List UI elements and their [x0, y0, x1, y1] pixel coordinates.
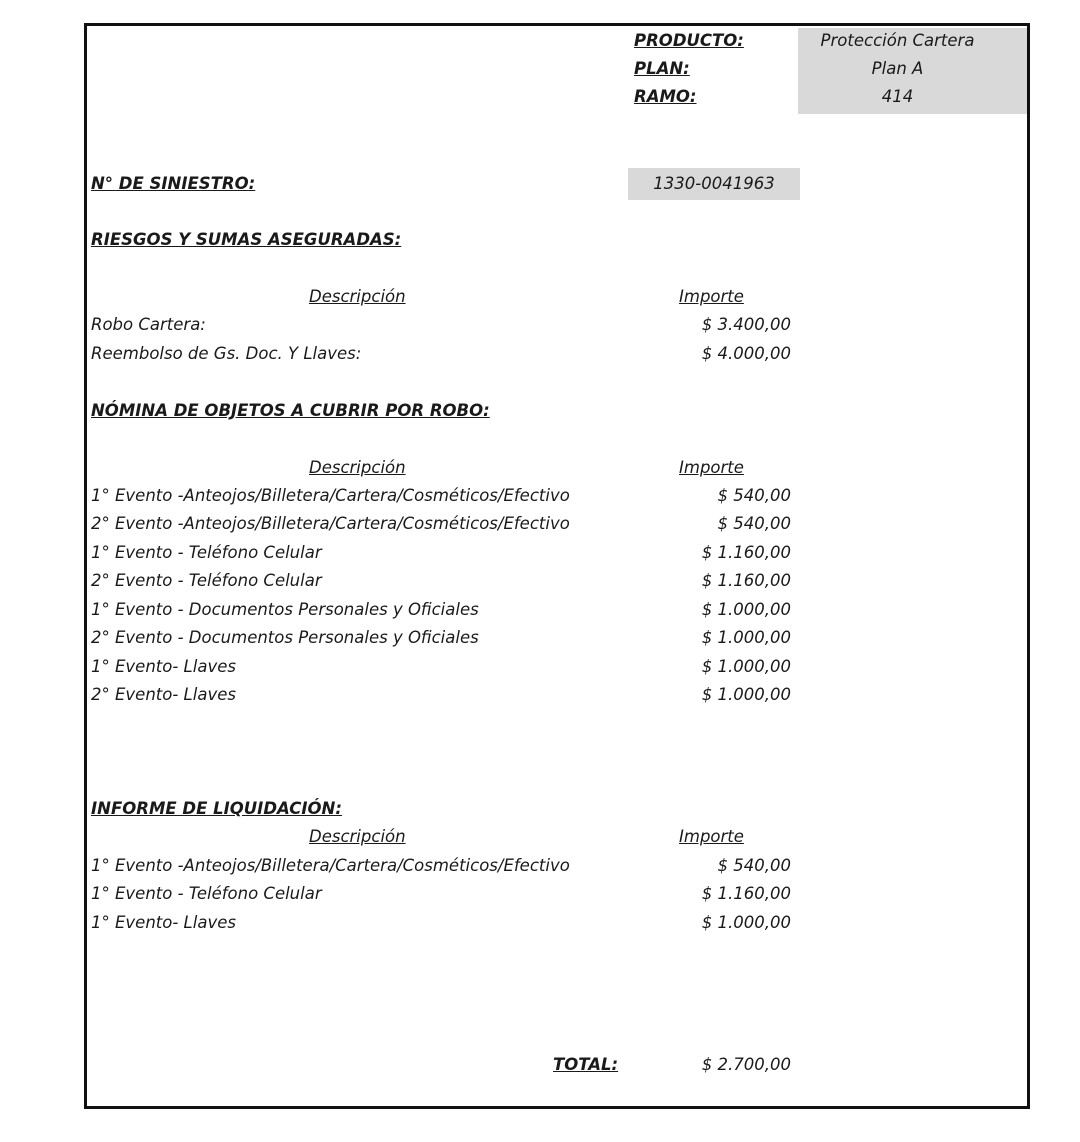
- producto-value: Protección Cartera: [820, 31, 975, 50]
- nomina-row-desc: 2° Evento- Llaves: [91, 685, 236, 704]
- total-label: TOTAL:: [553, 1055, 619, 1074]
- riesgos-col-descripcion: Descripción: [309, 287, 406, 306]
- liquidacion-row-amount: $ 1.000,00: [701, 913, 791, 932]
- nomina-row-amount: $ 1.160,00: [701, 571, 791, 590]
- liquidacion-row-amount: $ 540,00: [717, 856, 791, 875]
- nomina-title: NÓMINA DE OBJETOS A CUBRIR POR ROBO:: [91, 401, 490, 420]
- riesgo-row-reembolso-amount: $ 4.000,00: [701, 344, 791, 363]
- nomina-row-amount: $ 1.000,00: [701, 628, 791, 647]
- total-value: $ 2.700,00: [701, 1055, 791, 1074]
- liquidacion-row-desc: 1° Evento- Llaves: [91, 913, 236, 932]
- riesgo-row-reembolso-desc: Reembolso de Gs. Doc. Y Llaves:: [91, 344, 362, 363]
- nomina-row-desc: 2° Evento - Teléfono Celular: [91, 571, 322, 590]
- nomina-row-amount: $ 1.000,00: [701, 600, 791, 619]
- nomina-col-importe: Importe: [679, 458, 744, 477]
- riesgo-row-robo-desc: Robo Cartera:: [91, 315, 206, 334]
- nomina-row-amount: $ 1.160,00: [701, 543, 791, 562]
- siniestro-value: 1330-0041963: [628, 168, 800, 200]
- nomina-row-amount: $ 1.000,00: [701, 657, 791, 676]
- liquidacion-row-desc: 1° Evento -Anteojos/Billetera/Cartera/Cosméticos/Efectivo: [91, 856, 570, 875]
- riesgos-col-importe: Importe: [679, 287, 744, 306]
- liquidacion-col-importe: Importe: [679, 827, 744, 846]
- liquidacion-row-amount: $ 1.160,00: [701, 884, 791, 903]
- liquidacion-row-desc: 1° Evento - Teléfono Celular: [91, 884, 322, 903]
- producto-label: PRODUCTO:: [634, 31, 744, 50]
- ramo-value: 414: [881, 87, 914, 106]
- liquidacion-col-descripcion: Descripción: [309, 827, 406, 846]
- nomina-row-desc: 2° Evento - Documentos Personales y Oficiales: [91, 628, 479, 647]
- ramo-label: RAMO:: [634, 87, 697, 106]
- nomina-row-amount: $ 1.000,00: [701, 685, 791, 704]
- nomina-row-desc: 1° Evento- Llaves: [91, 657, 236, 676]
- nomina-col-descripcion: Descripción: [309, 458, 406, 477]
- nomina-row-amount: $ 540,00: [717, 486, 791, 505]
- riesgo-row-robo-amount: $ 3.400,00: [701, 315, 791, 334]
- nomina-row-amount: $ 540,00: [717, 514, 791, 533]
- siniestro-label: N° DE SINIESTRO:: [91, 174, 256, 193]
- nomina-row-desc: 1° Evento -Anteojos/Billetera/Cartera/Cosméticos/Efectivo: [91, 486, 570, 505]
- plan-value: Plan A: [871, 59, 924, 78]
- plan-label: PLAN:: [634, 59, 690, 78]
- document-frame: [84, 23, 1030, 1109]
- liquidacion-title: INFORME DE LIQUIDACIÓN:: [91, 799, 342, 818]
- nomina-row-desc: 2° Evento -Anteojos/Billetera/Cartera/Cosméticos/Efectivo: [91, 514, 570, 533]
- nomina-row-desc: 1° Evento - Teléfono Celular: [91, 543, 322, 562]
- riesgos-title: RIESGOS Y SUMAS ASEGURADAS:: [91, 230, 402, 249]
- nomina-row-desc: 1° Evento - Documentos Personales y Oficiales: [91, 600, 479, 619]
